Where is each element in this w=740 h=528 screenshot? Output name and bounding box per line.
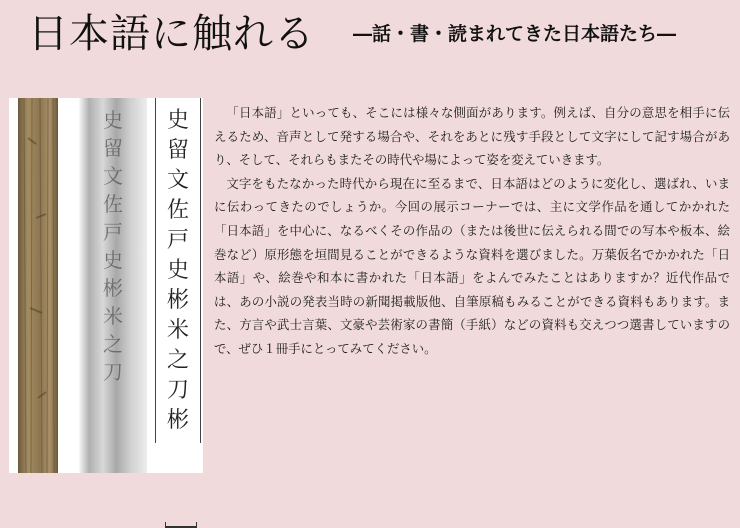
scale-bar: [165, 522, 197, 528]
page-title: 日本語に触れる: [28, 11, 315, 57]
wood-grain-texture: [18, 98, 58, 473]
transcription-glyph: 史: [166, 258, 189, 283]
infrared-glyph: 文: [103, 164, 123, 188]
infrared-glyph: 彬: [103, 276, 123, 300]
infrared-glyph: 史: [103, 248, 123, 272]
transcription-glyph: 佐: [166, 198, 189, 223]
infrared-glyph: 刀: [103, 360, 123, 384]
tablet-transcription: [155, 98, 201, 443]
transcription-glyph: 之: [166, 348, 189, 373]
wooden-tablet-figure: [9, 98, 203, 473]
page-subtitle: ―話・書・読まれてきた日本語たち―: [353, 23, 677, 45]
infrared-glyph: 戸: [103, 220, 123, 244]
transcription-glyph: 戸: [166, 228, 189, 253]
transcription-glyph: 刀: [166, 378, 189, 403]
infrared-glyph: 留: [103, 136, 123, 160]
infrared-glyph: 史: [103, 108, 123, 132]
transcription-glyph: 史: [166, 108, 189, 133]
page-header: [28, 6, 728, 66]
transcription-glyph: 彬: [166, 288, 189, 313]
transcription-glyph: 彬: [166, 408, 189, 433]
transcription-glyph-column: [156, 106, 200, 436]
infrared-glyph: 之: [103, 332, 123, 356]
tablet-photo: [18, 98, 58, 473]
infrared-glyph-column: [79, 106, 147, 386]
infrared-glyph: 米: [103, 304, 123, 328]
tablet-infrared-photo: [79, 98, 147, 473]
intro-paragraph: 「日本語」といっても、そこには様々な側面があります。例えば、自分の意思を相手に伝えるため、音声として発する場合や、それをあとに残す手段として文字にして記す場合があり、そして、それらもまたその時代や場によって姿を変えていきます。: [214, 105, 730, 168]
intro-paragraph: 文字をもたなかった時代から現在に至るまで、日本語はどのように変化し、選ばれ、いまに伝わってきたのでしょうか。今回の展示コーナーでは、主に文学作品を通してかかれた「日本語」を中心に、なるべくその作品の（または後世に伝えられる間での写本や板本、絵巻など）原形態を垣間見ることができるような資料を選びました。万葉仮名でかかれた「日本語」や、絵巻や和本に書かれた「日本語」をよんでみたことはありますか？近代作品では、あの小説の発表当時の新聞掲載版他、自筆原稿もみることができる資料もあります。また、方言や武士言葉、文豪や芸術家の書簡（手紙）などの資料も交えつつ選書していますので、ぜひ１冊手にとってみてください。: [214, 175, 730, 356]
transcription-glyph: 留: [166, 138, 189, 163]
transcription-glyph: 米: [166, 318, 189, 343]
transcription-glyph: 文: [166, 168, 189, 193]
intro-text: [214, 101, 730, 361]
infrared-glyph: 佐: [103, 192, 123, 216]
